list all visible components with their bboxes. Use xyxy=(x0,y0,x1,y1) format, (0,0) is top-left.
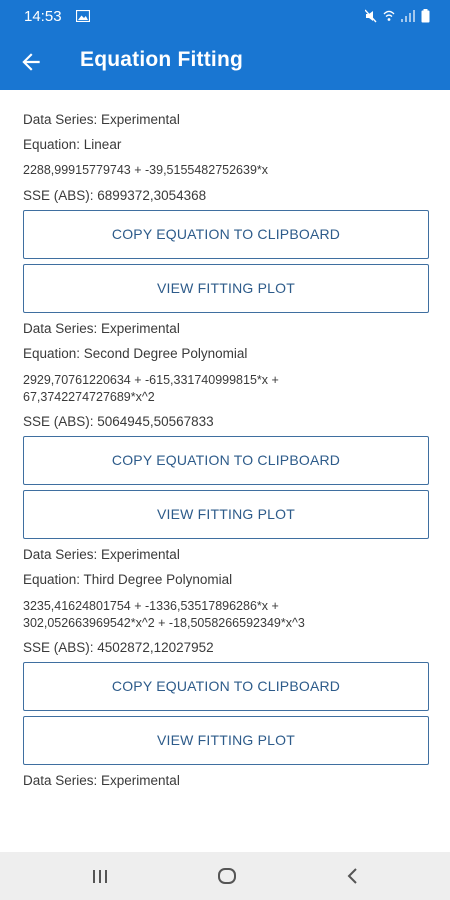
sse-value: SSE (ABS): 4502872,12027952 xyxy=(23,640,214,655)
view-fitting-plot-button[interactable]: VIEW FITTING PLOT xyxy=(23,490,429,539)
results-list[interactable] xyxy=(0,90,450,852)
equation-text-line-1: 3235,41624801754 + -1336,53517896286*x + xyxy=(23,599,279,613)
battery-icon xyxy=(421,9,430,23)
equation-type: Equation: Linear xyxy=(23,137,122,152)
view-fitting-plot-button[interactable]: VIEW FITTING PLOT xyxy=(23,716,429,765)
signal-icon xyxy=(401,10,415,22)
app-bar xyxy=(0,34,450,90)
series-label: Data Series: Experimental xyxy=(23,321,180,336)
recents-icon[interactable] xyxy=(88,864,112,888)
copy-equation-button[interactable]: COPY EQUATION TO CLIPBOARD xyxy=(23,662,429,711)
page-title: Equation Fitting xyxy=(80,48,243,71)
series-label: Data Series: Experimental xyxy=(23,773,180,788)
home-icon[interactable] xyxy=(215,864,239,888)
equation-type: Equation: Second Degree Polynomial xyxy=(23,346,248,361)
view-fitting-plot-button[interactable]: VIEW FITTING PLOT xyxy=(23,264,429,313)
wifi-icon xyxy=(383,10,395,22)
series-label: Data Series: Experimental xyxy=(23,112,180,127)
status-time: 14:53 xyxy=(24,8,62,25)
equation-text-line-2: 302,052663969542*x^2 + -18,5058266592349*x^3 xyxy=(23,616,305,630)
equation-text-line-2: 67,3742274727689*x^2 xyxy=(23,390,155,404)
sse-value: SSE (ABS): 6899372,3054368 xyxy=(23,188,207,203)
equation-text: 2288,99915779743 + -39,5155482752639*x xyxy=(23,163,269,177)
system-nav-bar xyxy=(0,852,450,900)
copy-equation-button[interactable]: COPY EQUATION TO CLIPBOARD xyxy=(23,210,429,259)
mute-icon xyxy=(365,9,377,23)
equation-type: Equation: Third Degree Polynomial xyxy=(23,572,233,587)
status-bar xyxy=(0,0,450,34)
copy-equation-button[interactable]: COPY EQUATION TO CLIPBOARD xyxy=(23,436,429,485)
chevron-left-icon[interactable] xyxy=(341,864,365,888)
image-notification-icon xyxy=(76,10,90,22)
series-label: Data Series: Experimental xyxy=(23,547,180,562)
equation-text-line-1: 2929,70761220634 + -615,331740999815*x + xyxy=(23,373,279,387)
sse-value: SSE (ABS): 5064945,50567833 xyxy=(23,414,214,429)
arrow-left-icon[interactable] xyxy=(18,49,44,75)
status-icons xyxy=(365,9,430,23)
